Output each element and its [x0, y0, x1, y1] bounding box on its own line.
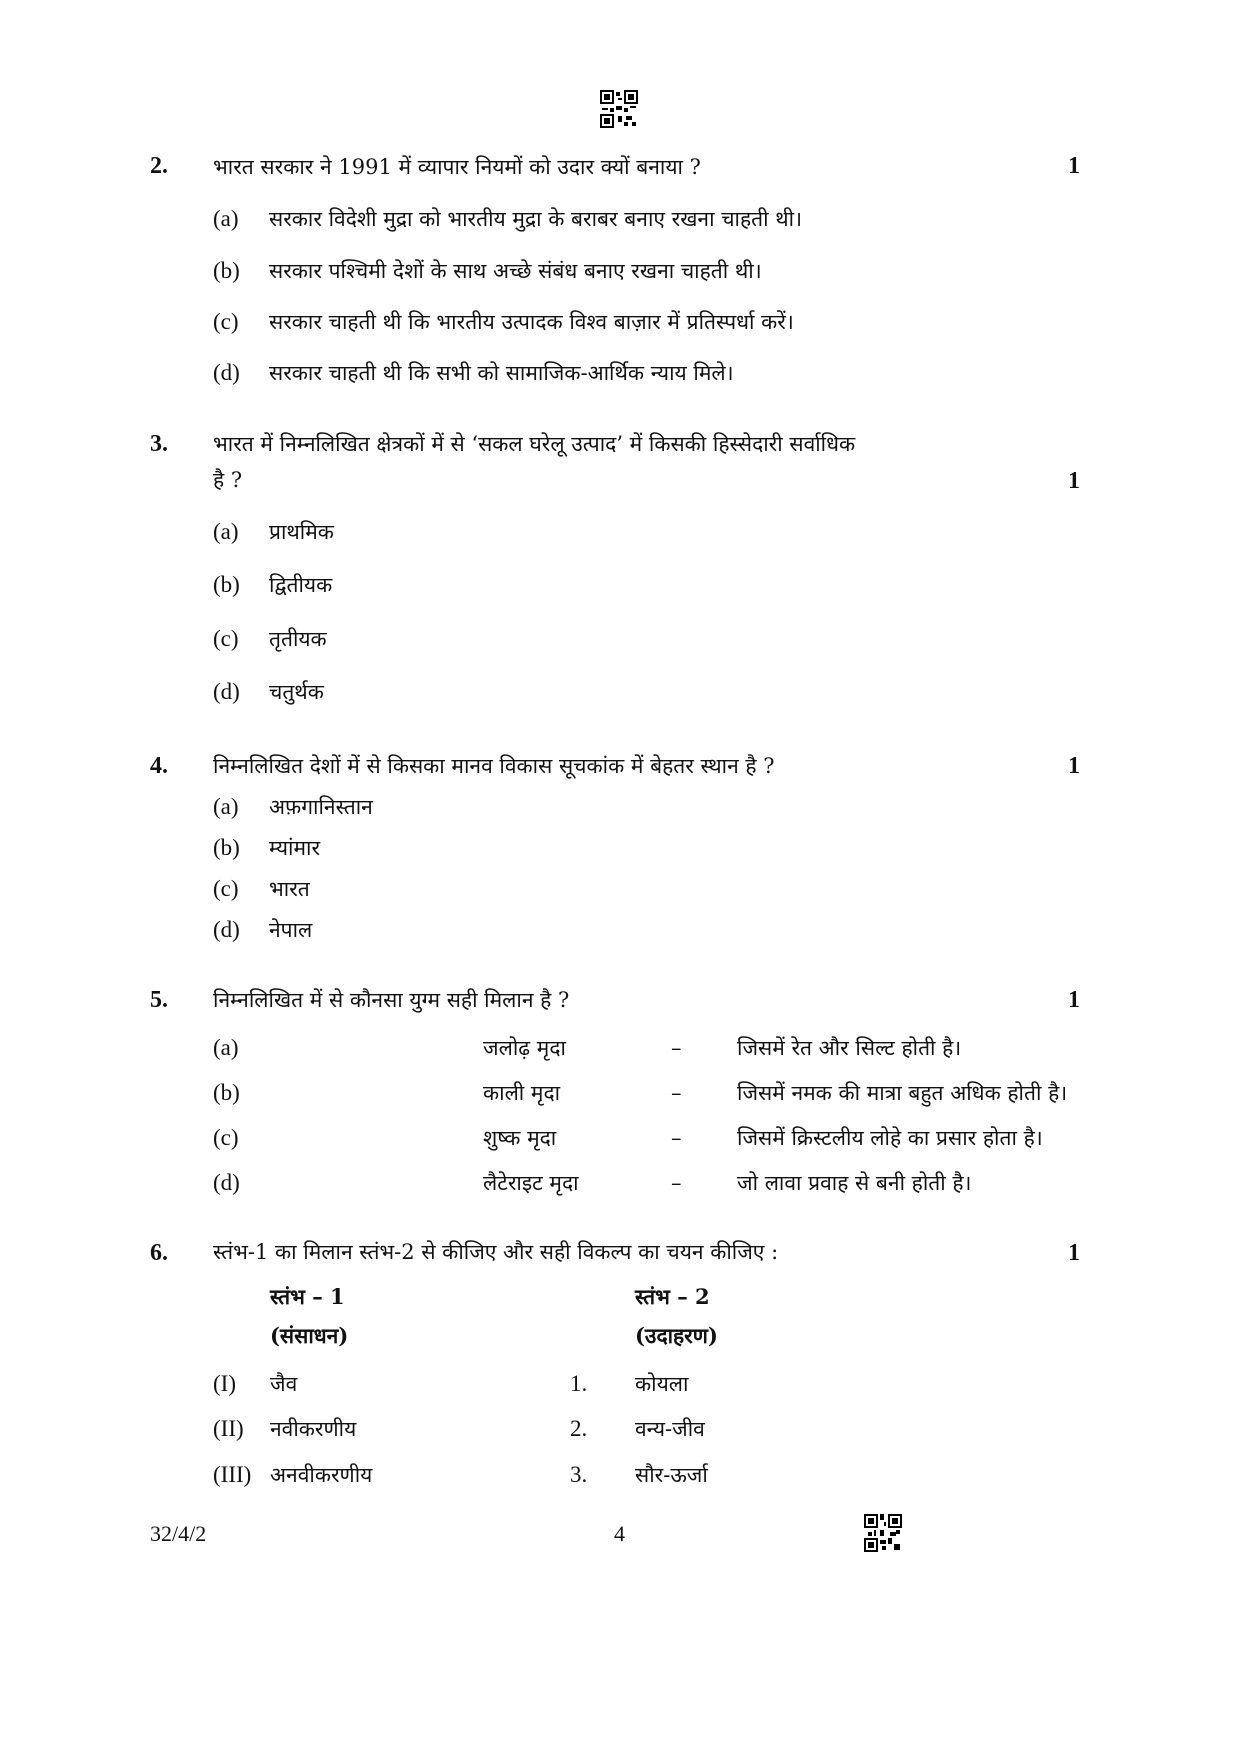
- option: [213, 570, 332, 600]
- question-text: निम्नलिखित में से कौनसा युग्म सही मिलान है ?: [213, 988, 570, 1012]
- option-text: द्वितीयक: [269, 573, 333, 597]
- row-right-text: कोयला: [635, 1372, 689, 1396]
- paper-code: 32/4/2: [150, 1521, 207, 1546]
- option: [213, 624, 327, 654]
- option-text: तृतीयक: [269, 627, 327, 651]
- option-label: (d): [213, 679, 240, 704]
- option-label: (b): [213, 572, 240, 597]
- question-marks: 1: [1068, 987, 1080, 1013]
- soil-description: जो लावा प्रवाह से बनी होती है।: [737, 1171, 972, 1195]
- option: [213, 874, 310, 904]
- question-marks: 1: [1068, 468, 1080, 494]
- option-label: (c): [213, 876, 239, 901]
- option-label: (d): [213, 1170, 240, 1195]
- question-marks: 1: [1068, 1240, 1080, 1266]
- row-left-text: नवीकरणीय: [270, 1417, 357, 1441]
- soil-option: [213, 1168, 973, 1198]
- option-label: (a): [213, 519, 239, 544]
- qr-code-top: [600, 90, 638, 128]
- option-text: नेपाल: [269, 918, 313, 942]
- question-text: स्तंभ-1 का मिलान स्तंभ-2 से कीजिए और सही विकल्प का चयन कीजिए :: [213, 1240, 779, 1264]
- option-label: (d): [213, 917, 240, 942]
- question-text-line1: भारत में निम्नलिखित क्षेत्रकों में से ‘सकल घरेलू उत्पाद’ में किसकी हिस्सेदारी सर्वाधिक: [213, 432, 856, 456]
- option-label: (a): [213, 206, 239, 231]
- row-left-label: (III): [213, 1462, 252, 1487]
- row-right-label: 3.: [570, 1462, 588, 1487]
- row-right-text: सौर-ऊर्जा: [635, 1463, 708, 1487]
- option-label: (b): [213, 258, 240, 283]
- soil-name: काली मृदा: [483, 1081, 561, 1105]
- option-label: (c): [213, 1125, 239, 1150]
- dash: –: [671, 1036, 682, 1060]
- question-text-line2: है ?: [213, 468, 243, 492]
- option: [213, 677, 324, 707]
- soil-name: लैटेराइट मृदा: [483, 1171, 579, 1195]
- column2-subheading: (उदाहरण): [635, 1323, 718, 1348]
- option: [213, 792, 373, 822]
- question-text: भारत सरकार ने 1991 में व्यापार नियमों को उदार क्यों बनाया ?: [213, 155, 701, 179]
- dash: –: [671, 1081, 682, 1105]
- option-label: (d): [213, 360, 240, 385]
- question-number: 2.: [150, 153, 168, 179]
- column1-subheading: (संसाधन): [270, 1323, 349, 1348]
- dash: –: [671, 1126, 682, 1150]
- soil-description: जिसमें रेत और सिल्ट होती है।: [737, 1036, 962, 1060]
- option-label: (c): [213, 309, 239, 334]
- question-number: 6.: [150, 1240, 168, 1266]
- option: [213, 833, 320, 863]
- soil-option: [213, 1078, 1068, 1108]
- soil-option: [213, 1123, 1043, 1153]
- option-text: सरकार चाहती थी कि सभी को सामाजिक-आर्थिक न्याय मिले।: [269, 361, 734, 385]
- option-text: प्राथमिक: [269, 520, 334, 544]
- qr-code-bottom: [864, 1514, 902, 1552]
- soil-description: जिसमें नमक की मात्रा बहुत अधिक होती है।: [737, 1081, 1068, 1105]
- question-number: 5.: [150, 987, 168, 1013]
- question-number: 4.: [150, 753, 168, 779]
- option-text: अफ़गानिस्तान: [269, 795, 373, 819]
- option: [213, 915, 312, 945]
- question-marks: 1: [1068, 753, 1080, 779]
- option-label: (c): [213, 626, 239, 651]
- row-left-label: (II): [213, 1416, 244, 1441]
- option: [213, 204, 802, 234]
- option-text: चतुर्थक: [269, 680, 324, 704]
- option: [213, 256, 762, 286]
- soil-description: जिसमें क्रिस्टलीय लोहे का प्रसार होता है।: [737, 1126, 1043, 1150]
- option-label: (b): [213, 1080, 240, 1105]
- question-marks: 1: [1068, 153, 1080, 179]
- option-text: सरकार चाहती थी कि भारतीय उत्पादक विश्व बाज़ार में प्रतिस्पर्धा करें।: [269, 310, 794, 334]
- soil-name: जलोढ़ मृदा: [483, 1036, 566, 1060]
- row-right-text: वन्य-जीव: [635, 1417, 705, 1441]
- option-label: (a): [213, 794, 239, 819]
- option-text: भारत: [269, 877, 310, 901]
- question-number: 3.: [150, 431, 168, 457]
- option-text: सरकार पश्चिमी देशों के साथ अच्छे संबंध बनाए रखना चाहती थी।: [269, 259, 762, 283]
- option-text: सरकार विदेशी मुद्रा को भारतीय मुद्रा के बराबर बनाए रखना चाहती थी।: [269, 207, 803, 231]
- soil-option: [213, 1033, 973, 1063]
- row-right-label: 2.: [570, 1416, 588, 1441]
- option-text: म्यांमार: [269, 836, 321, 860]
- column2-heading: स्तंभ – 2: [635, 1284, 710, 1309]
- row-left-text: जैव: [270, 1372, 298, 1396]
- question-text: निम्नलिखित देशों में से किसका मानव विकास सूचकांक में बेहतर स्थान है ?: [213, 754, 775, 778]
- option-label: (a): [213, 1035, 239, 1060]
- option: [213, 358, 734, 388]
- row-left-text: अनवीकरणीय: [270, 1463, 373, 1487]
- page-number: 4: [614, 1521, 625, 1546]
- option-label: (b): [213, 835, 240, 860]
- soil-name: शुष्क मृदा: [483, 1126, 557, 1150]
- column1-heading: स्तंभ – 1: [270, 1284, 345, 1309]
- row-left-label: (I): [213, 1371, 236, 1396]
- option: [213, 307, 794, 337]
- option: [213, 517, 334, 547]
- dash: –: [671, 1171, 682, 1195]
- row-right-label: 1.: [570, 1371, 588, 1396]
